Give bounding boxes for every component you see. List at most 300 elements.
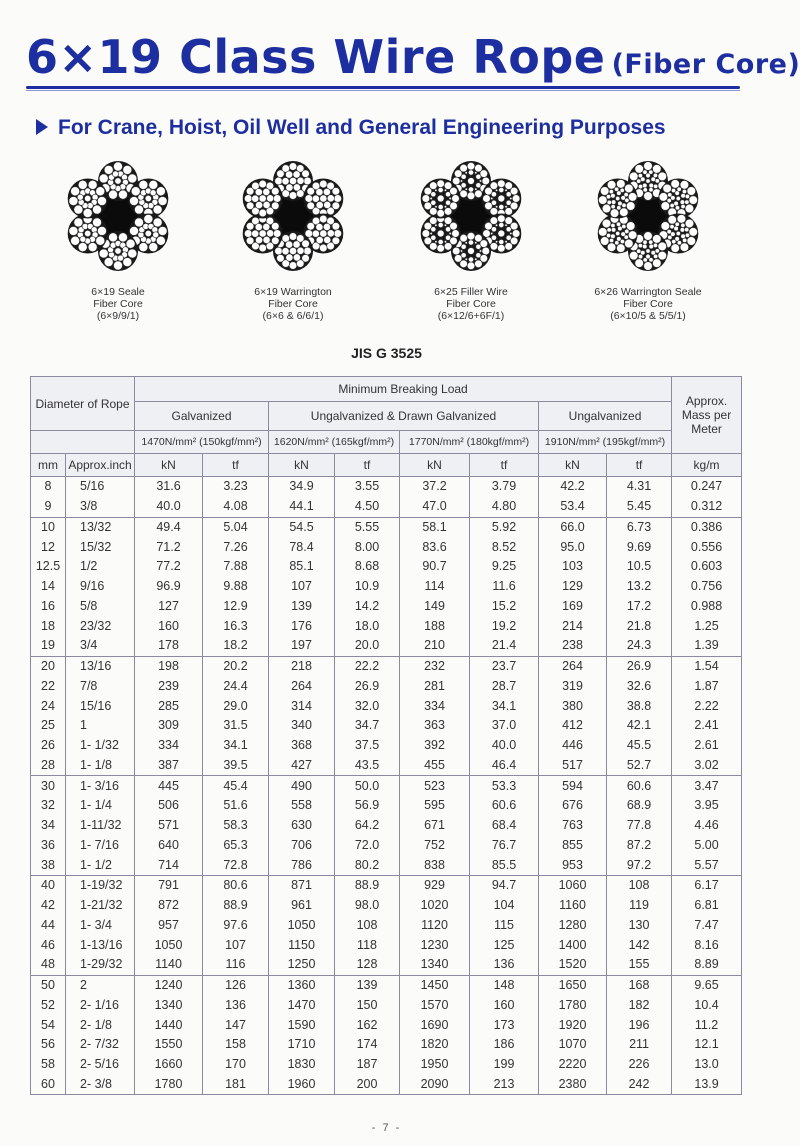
cell-mass: 0.247 xyxy=(672,477,742,497)
cell-1620-kn: 1250 xyxy=(269,955,335,975)
cell-mass: 3.95 xyxy=(672,796,742,816)
cell-galv-kn: 714 xyxy=(135,855,203,875)
cell-1770-tf: 136 xyxy=(470,955,539,975)
cell-galv-tf: 136 xyxy=(203,996,269,1016)
cell-1620-tf: 4.50 xyxy=(335,497,400,517)
cell-1910-tf: 142 xyxy=(607,935,672,955)
cell-1620-kn: 427 xyxy=(269,756,335,776)
cell-mm: 44 xyxy=(31,916,66,936)
cell-1620-kn: 1470 xyxy=(269,996,335,1016)
cell-galv-kn: 239 xyxy=(135,677,203,697)
cell-galv-tf: 116 xyxy=(203,955,269,975)
cell-mm: 30 xyxy=(31,776,66,796)
cell-1770-tf: 11.6 xyxy=(470,577,539,597)
cell-inch: 13/16 xyxy=(66,656,135,676)
cell-1620-kn: 197 xyxy=(269,636,335,656)
cell-1620-kn: 558 xyxy=(269,796,335,816)
cell-1770-kn: 1230 xyxy=(400,935,470,955)
cell-galv-kn: 957 xyxy=(135,916,203,936)
cell-galv-kn: 127 xyxy=(135,597,203,617)
header-min-breaking-load: Minimum Breaking Load xyxy=(135,377,672,402)
cell-1620-kn: 340 xyxy=(269,716,335,736)
cell-1770-kn: 1120 xyxy=(400,916,470,936)
cell-inch: 1-29/32 xyxy=(66,955,135,975)
cell-mm: 14 xyxy=(31,577,66,597)
cell-1910-kn: 42.2 xyxy=(539,477,607,497)
cell-1770-tf: 34.1 xyxy=(470,696,539,716)
cell-1910-tf: 32.6 xyxy=(607,677,672,697)
cell-inch: 1/2 xyxy=(66,557,135,577)
cell-1770-kn: 671 xyxy=(400,816,470,836)
cell-mass: 4.46 xyxy=(672,816,742,836)
header-grade-1470: 1470N/mm² (150kgf/mm²) xyxy=(135,431,269,454)
cell-1770-kn: 363 xyxy=(400,716,470,736)
cell-1770-tf: 199 xyxy=(470,1055,539,1075)
table-row xyxy=(31,477,742,497)
cell-mm: 56 xyxy=(31,1035,66,1055)
cell-1620-kn: 1710 xyxy=(269,1035,335,1055)
cell-1910-tf: 60.6 xyxy=(607,776,672,796)
cell-inch: 7/8 xyxy=(66,677,135,697)
cell-1910-kn: 1520 xyxy=(539,955,607,975)
cell-mass: 8.16 xyxy=(672,935,742,955)
cell-mass: 2.22 xyxy=(672,696,742,716)
table-row xyxy=(31,955,742,975)
diagram-construction: (6×9/9/1) xyxy=(96,310,140,322)
diagram-filler xyxy=(391,156,551,322)
table-row xyxy=(31,896,742,916)
cell-1770-kn: 838 xyxy=(400,855,470,875)
cell-1620-kn: 176 xyxy=(269,616,335,636)
header-grade-1910: 1910N/mm² (195kgf/mm²) xyxy=(539,431,672,454)
cell-inch: 1-19/32 xyxy=(66,876,135,896)
cell-1620-tf: 37.5 xyxy=(335,736,400,756)
cell-mass: 10.4 xyxy=(672,996,742,1016)
cell-1770-tf: 60.6 xyxy=(470,796,539,816)
cell-1620-kn: 490 xyxy=(269,776,335,796)
diagram-core: Fiber Core xyxy=(446,298,496,310)
cell-1770-kn: 232 xyxy=(400,656,470,676)
cell-1620-kn: 85.1 xyxy=(269,557,335,577)
table-row xyxy=(31,756,742,776)
cell-1910-kn: 1280 xyxy=(539,916,607,936)
cell-galv-kn: 1140 xyxy=(135,955,203,975)
diagram-name: 6×25 Filler Wire xyxy=(434,286,508,298)
cell-1620-tf: 22.2 xyxy=(335,656,400,676)
table-row xyxy=(31,836,742,856)
cell-1910-tf: 21.8 xyxy=(607,616,672,636)
header-ungalvanized: Ungalvanized xyxy=(539,402,672,431)
cell-1620-kn: 706 xyxy=(269,836,335,856)
cell-inch: 5/16 xyxy=(66,477,135,497)
cell-mm: 28 xyxy=(31,756,66,776)
table-row xyxy=(31,876,742,896)
cell-1620-tf: 32.0 xyxy=(335,696,400,716)
cell-mass: 12.1 xyxy=(672,1035,742,1055)
cell-galv-kn: 506 xyxy=(135,796,203,816)
title-main: 6×19 Class Wire Rope xyxy=(26,30,606,84)
rope-section-filler-icon xyxy=(411,156,531,276)
cell-1910-kn: 2380 xyxy=(539,1075,607,1095)
cell-1620-kn: 44.1 xyxy=(269,497,335,517)
cell-galv-tf: 97.6 xyxy=(203,916,269,936)
cell-1910-tf: 196 xyxy=(607,1015,672,1035)
cell-1620-kn: 78.4 xyxy=(269,537,335,557)
cell-1770-tf: 28.7 xyxy=(470,677,539,697)
cell-1770-kn: 1820 xyxy=(400,1035,470,1055)
table-row xyxy=(31,577,742,597)
cell-1910-tf: 108 xyxy=(607,876,672,896)
cell-mm: 42 xyxy=(31,896,66,916)
cell-mm: 22 xyxy=(31,677,66,697)
cell-galv-tf: 126 xyxy=(203,975,269,995)
cell-galv-tf: 34.1 xyxy=(203,736,269,756)
cell-1620-tf: 98.0 xyxy=(335,896,400,916)
header-tf: tf xyxy=(203,454,269,477)
cell-mass: 0.756 xyxy=(672,577,742,597)
cell-1620-tf: 187 xyxy=(335,1055,400,1075)
rope-section-warrington-icon xyxy=(233,156,353,276)
header-mm: mm xyxy=(31,454,66,477)
triangle-bullet-icon xyxy=(36,119,48,135)
cell-mm: 50 xyxy=(31,975,66,995)
cell-mass: 2.41 xyxy=(672,716,742,736)
cell-1770-tf: 94.7 xyxy=(470,876,539,896)
cell-1910-tf: 13.2 xyxy=(607,577,672,597)
cell-galv-tf: 65.3 xyxy=(203,836,269,856)
table-row xyxy=(31,1055,742,1075)
cell-1910-tf: 52.7 xyxy=(607,756,672,776)
cell-1910-tf: 5.45 xyxy=(607,497,672,517)
cell-1910-kn: 380 xyxy=(539,696,607,716)
cell-inch: 15/16 xyxy=(66,696,135,716)
cell-galv-tf: 39.5 xyxy=(203,756,269,776)
diagram-warrington xyxy=(213,156,373,322)
table-row xyxy=(31,1075,742,1095)
cell-1910-kn: 446 xyxy=(539,736,607,756)
subtitle xyxy=(36,116,666,140)
cell-mm: 19 xyxy=(31,636,66,656)
table-row xyxy=(31,796,742,816)
cell-galv-kn: 791 xyxy=(135,876,203,896)
cell-inch: 2- 7/32 xyxy=(66,1035,135,1055)
cell-1910-kn: 855 xyxy=(539,836,607,856)
diagram-core: Fiber Core xyxy=(623,298,673,310)
cell-inch: 5/8 xyxy=(66,597,135,617)
cell-mm: 58 xyxy=(31,1055,66,1075)
cell-galv-tf: 147 xyxy=(203,1015,269,1035)
table-row xyxy=(31,816,742,836)
rope-section-warrington-seale-icon xyxy=(588,156,708,276)
cell-inch: 13/32 xyxy=(66,517,135,537)
cell-galv-tf: 181 xyxy=(203,1075,269,1095)
cell-mm: 60 xyxy=(31,1075,66,1095)
cell-galv-tf: 72.8 xyxy=(203,855,269,875)
cell-1910-tf: 77.8 xyxy=(607,816,672,836)
title-underline-thin xyxy=(26,90,740,91)
cell-1910-kn: 1780 xyxy=(539,996,607,1016)
cell-1910-kn: 319 xyxy=(539,677,607,697)
cell-1620-tf: 10.9 xyxy=(335,577,400,597)
cell-mass: 2.61 xyxy=(672,736,742,756)
table-row xyxy=(31,517,742,537)
cell-1910-kn: 1920 xyxy=(539,1015,607,1035)
cell-1620-kn: 54.5 xyxy=(269,517,335,537)
cell-galv-kn: 77.2 xyxy=(135,557,203,577)
cell-1770-kn: 149 xyxy=(400,597,470,617)
header-kgm: kg/m xyxy=(672,454,742,477)
cell-1770-kn: 334 xyxy=(400,696,470,716)
cell-1620-tf: 174 xyxy=(335,1035,400,1055)
cell-1770-kn: 1450 xyxy=(400,975,470,995)
cell-1620-kn: 871 xyxy=(269,876,335,896)
cell-galv-kn: 178 xyxy=(135,636,203,656)
cell-1770-tf: 3.79 xyxy=(470,477,539,497)
page-number: - 7 - xyxy=(371,1122,402,1134)
cell-1620-tf: 200 xyxy=(335,1075,400,1095)
cell-1910-kn: 103 xyxy=(539,557,607,577)
cell-1910-kn: 594 xyxy=(539,776,607,796)
cell-1770-kn: 752 xyxy=(400,836,470,856)
cell-inch: 1- 7/16 xyxy=(66,836,135,856)
cell-1770-kn: 929 xyxy=(400,876,470,896)
cell-galv-tf: 45.4 xyxy=(203,776,269,796)
header-ungalv-drawn: Ungalvanized & Drawn Galvanized xyxy=(269,402,539,431)
cell-1770-kn: 58.1 xyxy=(400,517,470,537)
cell-1620-tf: 139 xyxy=(335,975,400,995)
cell-mass: 9.65 xyxy=(672,975,742,995)
cell-1910-kn: 95.0 xyxy=(539,537,607,557)
diagram-name: 6×19 Warrington xyxy=(254,286,332,298)
cell-1770-kn: 281 xyxy=(400,677,470,697)
cell-inch: 1 xyxy=(66,716,135,736)
cell-1620-tf: 14.2 xyxy=(335,597,400,617)
table-row xyxy=(31,597,742,617)
cell-inch: 1- 1/32 xyxy=(66,736,135,756)
table-row xyxy=(31,636,742,656)
cell-1770-kn: 2090 xyxy=(400,1075,470,1095)
cell-galv-tf: 24.4 xyxy=(203,677,269,697)
cell-galv-tf: 170 xyxy=(203,1055,269,1075)
cell-1620-tf: 150 xyxy=(335,996,400,1016)
header-tf: tf xyxy=(470,454,539,477)
cell-mass: 1.39 xyxy=(672,636,742,656)
header-kn: kN xyxy=(539,454,607,477)
cell-1770-tf: 186 xyxy=(470,1035,539,1055)
diagram-construction: (6×10/5 & 5/5/1) xyxy=(610,310,686,322)
cell-1620-tf: 34.7 xyxy=(335,716,400,736)
cell-mass: 8.89 xyxy=(672,955,742,975)
cell-1620-kn: 961 xyxy=(269,896,335,916)
table-row xyxy=(31,996,742,1016)
cell-1910-kn: 676 xyxy=(539,796,607,816)
cell-galv-tf: 51.6 xyxy=(203,796,269,816)
cell-inch: 1- 1/2 xyxy=(66,855,135,875)
cell-mass: 0.988 xyxy=(672,597,742,617)
table-row xyxy=(31,916,742,936)
header-mass: Approx. Mass per Meter xyxy=(672,377,742,454)
cell-mm: 25 xyxy=(31,716,66,736)
diagram-name: 6×26 Warrington Seale xyxy=(594,286,702,298)
cell-inch: 2- 1/16 xyxy=(66,996,135,1016)
cell-1620-kn: 314 xyxy=(269,696,335,716)
cell-1770-tf: 4.80 xyxy=(470,497,539,517)
cell-1770-kn: 114 xyxy=(400,577,470,597)
diagram-warrington-seale xyxy=(568,156,728,322)
cell-galv-kn: 160 xyxy=(135,616,203,636)
cell-mm: 24 xyxy=(31,696,66,716)
cell-1770-tf: 23.7 xyxy=(470,656,539,676)
cell-1910-kn: 129 xyxy=(539,577,607,597)
table-row xyxy=(31,855,742,875)
cell-galv-tf: 107 xyxy=(203,935,269,955)
cell-1770-tf: 37.0 xyxy=(470,716,539,736)
cell-1910-kn: 66.0 xyxy=(539,517,607,537)
cell-mm: 32 xyxy=(31,796,66,816)
cell-galv-tf: 18.2 xyxy=(203,636,269,656)
cell-1620-tf: 3.55 xyxy=(335,477,400,497)
cell-1770-kn: 1020 xyxy=(400,896,470,916)
cell-galv-kn: 1550 xyxy=(135,1035,203,1055)
cell-1910-tf: 10.5 xyxy=(607,557,672,577)
cell-1910-tf: 119 xyxy=(607,896,672,916)
cell-inch: 2- 1/8 xyxy=(66,1015,135,1035)
cell-1620-tf: 162 xyxy=(335,1015,400,1035)
cell-1770-kn: 595 xyxy=(400,796,470,816)
cell-galv-kn: 872 xyxy=(135,896,203,916)
cell-1910-kn: 1070 xyxy=(539,1035,607,1055)
cell-galv-kn: 1660 xyxy=(135,1055,203,1075)
cell-galv-tf: 20.2 xyxy=(203,656,269,676)
cell-mass: 13.9 xyxy=(672,1075,742,1095)
cell-galv-tf: 4.08 xyxy=(203,497,269,517)
cell-1770-kn: 1340 xyxy=(400,955,470,975)
cell-1910-tf: 130 xyxy=(607,916,672,936)
table-row xyxy=(31,1015,742,1035)
cell-1910-tf: 24.3 xyxy=(607,636,672,656)
cell-1770-kn: 90.7 xyxy=(400,557,470,577)
header-kn: kN xyxy=(269,454,335,477)
cell-mass: 5.57 xyxy=(672,855,742,875)
cell-1770-tf: 8.52 xyxy=(470,537,539,557)
cell-1620-tf: 5.55 xyxy=(335,517,400,537)
cell-1620-kn: 368 xyxy=(269,736,335,756)
cell-1770-kn: 1570 xyxy=(400,996,470,1016)
cell-1770-tf: 15.2 xyxy=(470,597,539,617)
cell-1770-tf: 21.4 xyxy=(470,636,539,656)
cell-galv-kn: 387 xyxy=(135,756,203,776)
cell-galv-kn: 96.9 xyxy=(135,577,203,597)
diagram-construction: (6×6 & 6/6/1) xyxy=(262,310,324,322)
cell-1770-tf: 19.2 xyxy=(470,616,539,636)
cell-galv-tf: 58.3 xyxy=(203,816,269,836)
cell-inch: 1-21/32 xyxy=(66,896,135,916)
cell-mass: 3.47 xyxy=(672,776,742,796)
cell-galv-tf: 16.3 xyxy=(203,616,269,636)
cell-1910-kn: 763 xyxy=(539,816,607,836)
cell-1770-kn: 1690 xyxy=(400,1015,470,1035)
cell-galv-tf: 7.26 xyxy=(203,537,269,557)
cell-1770-tf: 104 xyxy=(470,896,539,916)
cell-1620-tf: 50.0 xyxy=(335,776,400,796)
cell-galv-tf: 7.88 xyxy=(203,557,269,577)
cell-1770-tf: 40.0 xyxy=(470,736,539,756)
diagram-core: Fiber Core xyxy=(93,298,143,310)
cell-inch: 9/16 xyxy=(66,577,135,597)
cell-galv-kn: 309 xyxy=(135,716,203,736)
cell-inch: 1- 1/4 xyxy=(66,796,135,816)
cell-inch: 23/32 xyxy=(66,616,135,636)
cell-1910-tf: 155 xyxy=(607,955,672,975)
cell-1620-tf: 18.0 xyxy=(335,616,400,636)
cell-1910-kn: 264 xyxy=(539,656,607,676)
cell-1770-tf: 53.3 xyxy=(470,776,539,796)
cell-mm: 8 xyxy=(31,477,66,497)
header-tf: tf xyxy=(607,454,672,477)
standard-label: JIS G 3525 xyxy=(351,345,422,361)
cell-1770-tf: 173 xyxy=(470,1015,539,1035)
header-kn: kN xyxy=(400,454,470,477)
cell-mass: 0.603 xyxy=(672,557,742,577)
cell-inch: 3/4 xyxy=(66,636,135,656)
header-tf: tf xyxy=(335,454,400,477)
subtitle-text: For Crane, Hoist, Oil Well and General Engineering Purposes xyxy=(58,116,666,139)
cell-1770-tf: 213 xyxy=(470,1075,539,1095)
cell-1620-kn: 34.9 xyxy=(269,477,335,497)
cell-1620-tf: 20.0 xyxy=(335,636,400,656)
cell-mass: 0.312 xyxy=(672,497,742,517)
cell-1770-kn: 83.6 xyxy=(400,537,470,557)
cell-1620-kn: 1050 xyxy=(269,916,335,936)
cell-1620-kn: 1830 xyxy=(269,1055,335,1075)
table-body xyxy=(31,477,742,1095)
cell-mass: 6.81 xyxy=(672,896,742,916)
cell-galv-tf: 12.9 xyxy=(203,597,269,617)
cell-1620-tf: 43.5 xyxy=(335,756,400,776)
cell-1910-tf: 9.69 xyxy=(607,537,672,557)
cell-1770-tf: 5.92 xyxy=(470,517,539,537)
cell-1910-tf: 17.2 xyxy=(607,597,672,617)
cell-mass: 0.386 xyxy=(672,517,742,537)
cell-galv-kn: 1780 xyxy=(135,1075,203,1095)
cell-1910-kn: 412 xyxy=(539,716,607,736)
table-row xyxy=(31,696,742,716)
cell-galv-kn: 40.0 xyxy=(135,497,203,517)
cell-1910-tf: 4.31 xyxy=(607,477,672,497)
cell-mass: 7.47 xyxy=(672,916,742,936)
cell-1770-tf: 115 xyxy=(470,916,539,936)
cell-1770-tf: 160 xyxy=(470,996,539,1016)
cell-1620-tf: 56.9 xyxy=(335,796,400,816)
cell-1620-kn: 786 xyxy=(269,855,335,875)
table-row xyxy=(31,975,742,995)
cell-galv-tf: 158 xyxy=(203,1035,269,1055)
table-row xyxy=(31,716,742,736)
cell-galv-tf: 31.5 xyxy=(203,716,269,736)
cell-1910-tf: 87.2 xyxy=(607,836,672,856)
cell-1910-kn: 2220 xyxy=(539,1055,607,1075)
cell-mm: 12 xyxy=(31,537,66,557)
cell-1770-kn: 455 xyxy=(400,756,470,776)
cell-1910-tf: 45.5 xyxy=(607,736,672,756)
cell-galv-kn: 1440 xyxy=(135,1015,203,1035)
cell-inch: 15/32 xyxy=(66,537,135,557)
cell-1910-tf: 6.73 xyxy=(607,517,672,537)
cell-1620-kn: 264 xyxy=(269,677,335,697)
specification-table xyxy=(30,376,742,1095)
cell-mm: 54 xyxy=(31,1015,66,1035)
cell-1770-kn: 47.0 xyxy=(400,497,470,517)
